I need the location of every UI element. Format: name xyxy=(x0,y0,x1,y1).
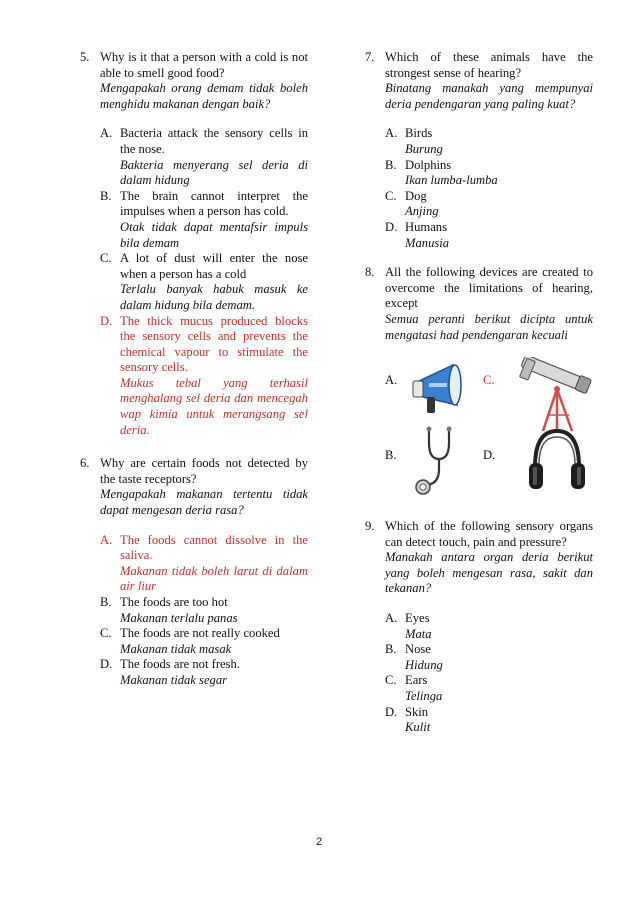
option-letter: B. xyxy=(100,595,112,609)
option-letter: A. xyxy=(385,126,398,141)
option-letter: B. xyxy=(100,188,112,203)
option-text-ms: Terlalu banyak habuk masuk ke dalam hidung bila demam. xyxy=(120,282,308,312)
option-b xyxy=(100,595,308,626)
option-letter: C. xyxy=(385,188,397,203)
question-text-en: Why is it that a person with a cold is not able to smell good food? xyxy=(100,50,308,80)
image-label-b: B. xyxy=(385,448,397,463)
option-text-ms: Makanan tidak segar xyxy=(120,672,228,687)
option-letter: A. xyxy=(100,532,113,547)
question-7-options xyxy=(365,126,593,251)
option-letter: D. xyxy=(100,657,113,672)
question-number: 8. xyxy=(365,265,375,280)
option-a-answer xyxy=(100,533,308,595)
option-a xyxy=(385,611,593,642)
question-5-options xyxy=(80,126,308,438)
megaphone-icon xyxy=(407,359,469,421)
option-text-en: Ears xyxy=(405,673,428,688)
question-5 xyxy=(80,50,308,112)
option-letter: C. xyxy=(100,626,112,641)
option-text-en: Birds xyxy=(405,126,433,141)
image-label-c-answer: C. xyxy=(483,373,495,388)
question-9-options xyxy=(365,611,593,736)
option-text-ms: Makanan tidak masak xyxy=(120,641,232,656)
question-6 xyxy=(80,456,308,518)
option-text-en: Dog xyxy=(405,188,427,203)
question-6-options xyxy=(80,533,308,689)
question-number: 6. xyxy=(80,456,90,471)
question-number: 7. xyxy=(365,50,375,64)
option-c xyxy=(385,189,593,220)
option-text-en: The foods are too hot xyxy=(120,595,228,609)
option-d xyxy=(385,220,593,251)
question-text-en: All the following devices are created to overcome the limitations of hearing, except xyxy=(385,265,593,311)
question-8-image-options xyxy=(385,353,593,501)
option-text-ms: Makanan tidak boleh larut di dalam air liur xyxy=(120,563,308,594)
option-text-en: The foods cannot dissolve in the saliva. xyxy=(120,532,308,563)
telescope-icon xyxy=(517,357,597,435)
option-letter: D. xyxy=(385,219,398,234)
option-b xyxy=(385,158,593,189)
option-letter: B. xyxy=(385,157,397,172)
option-letter: B. xyxy=(385,642,397,657)
option-text-ms: Anjing xyxy=(405,204,439,219)
question-text-ms: Mengapakah orang demam tidak boleh menghidu makanan dengan baik? xyxy=(100,81,308,111)
option-text-en: Eyes xyxy=(405,611,430,626)
question-text-ms: Binatang manakah yang mempunyai deria pendengaran yang paling kuat? xyxy=(385,81,593,111)
image-label-d: D. xyxy=(483,448,496,463)
question-text-ms: Manakah antara organ deria berikut yang boleh mengesan rasa, sakit dan tekanan? xyxy=(385,550,593,596)
option-text-ms: Burung xyxy=(405,141,443,156)
question-9 xyxy=(365,519,593,597)
option-b xyxy=(100,189,308,251)
option-text-ms: Makanan terlalu panas xyxy=(120,610,238,625)
question-7 xyxy=(365,50,593,112)
option-letter: A. xyxy=(100,126,113,141)
right-column xyxy=(365,50,593,736)
option-letter: C. xyxy=(385,673,397,688)
option-c xyxy=(100,626,308,657)
option-c xyxy=(100,251,308,313)
option-letter: D. xyxy=(385,704,398,719)
question-text-ms: Semua peranti berikut dicipta untuk mengatasi had pendengaran kecuali xyxy=(385,311,593,342)
question-text-en: Why are certain foods not detected by the taste receptors? xyxy=(100,456,308,486)
option-letter: A. xyxy=(385,611,398,626)
question-number: 9. xyxy=(365,519,375,534)
option-text-ms: Otak tidak dapat mentafsir impuls bila demam xyxy=(120,219,308,250)
option-text-en: Humans xyxy=(405,219,447,234)
option-text-ms: Bakteria menyerang sel deria di dalam hidung xyxy=(120,157,308,188)
image-label-a: A. xyxy=(385,373,398,388)
option-text-en: Dolphins xyxy=(405,157,452,172)
option-d xyxy=(100,657,308,688)
option-text-ms: Manusia xyxy=(405,235,450,250)
question-text-en: Which of the following sensory organs can detect touch, pain and pressure? xyxy=(385,519,593,549)
option-text-en: A lot of dust will enter the nose when a person has a cold xyxy=(120,251,308,281)
page-number: 2 xyxy=(315,836,323,848)
option-b xyxy=(385,642,593,673)
option-letter: D. xyxy=(100,313,113,328)
option-text-ms: Hidung xyxy=(405,657,443,672)
option-text-en: The brain cannot interpret the impulses when a person has cold. xyxy=(120,188,308,219)
option-text-ms: Mata xyxy=(405,626,432,641)
option-text-ms: Telinga xyxy=(405,689,443,704)
question-8 xyxy=(365,265,593,343)
option-text-en: Nose xyxy=(405,642,431,657)
left-column xyxy=(80,50,308,689)
option-letter: C. xyxy=(100,251,112,266)
option-text-ms: Mukus tebal yang terhasil menghalang sel deria dan mencegah wap kimia untuk merangsang sel deria. xyxy=(120,375,308,437)
option-a xyxy=(385,126,593,157)
question-text-en: Which of these animals have the strongest sense of hearing? xyxy=(385,50,593,80)
option-text-en: Bacteria attack the sensory cells in the nose. xyxy=(120,126,308,156)
option-d xyxy=(385,705,593,736)
option-text-ms: Kulit xyxy=(405,720,431,735)
headphones-icon xyxy=(525,425,589,495)
option-text-en: Skin xyxy=(405,704,429,719)
stethoscope-icon xyxy=(413,425,465,497)
option-text-en: The thick mucus produced blocks the sensory cells and prevents the chemical vapour to stimulate the sensory cells. xyxy=(120,313,308,375)
option-text-en: The foods are not really cooked xyxy=(120,626,280,641)
option-a xyxy=(100,126,308,188)
option-d-answer xyxy=(100,314,308,439)
option-text-ms: Ikan lumba-lumba xyxy=(405,173,498,188)
question-number: 5. xyxy=(80,50,90,64)
option-text-en: The foods are not fresh. xyxy=(120,657,240,672)
question-text-ms: Mengapakah makanan tertentu tidak dapat mengesan deria rasa? xyxy=(100,487,308,518)
option-c xyxy=(385,673,593,704)
